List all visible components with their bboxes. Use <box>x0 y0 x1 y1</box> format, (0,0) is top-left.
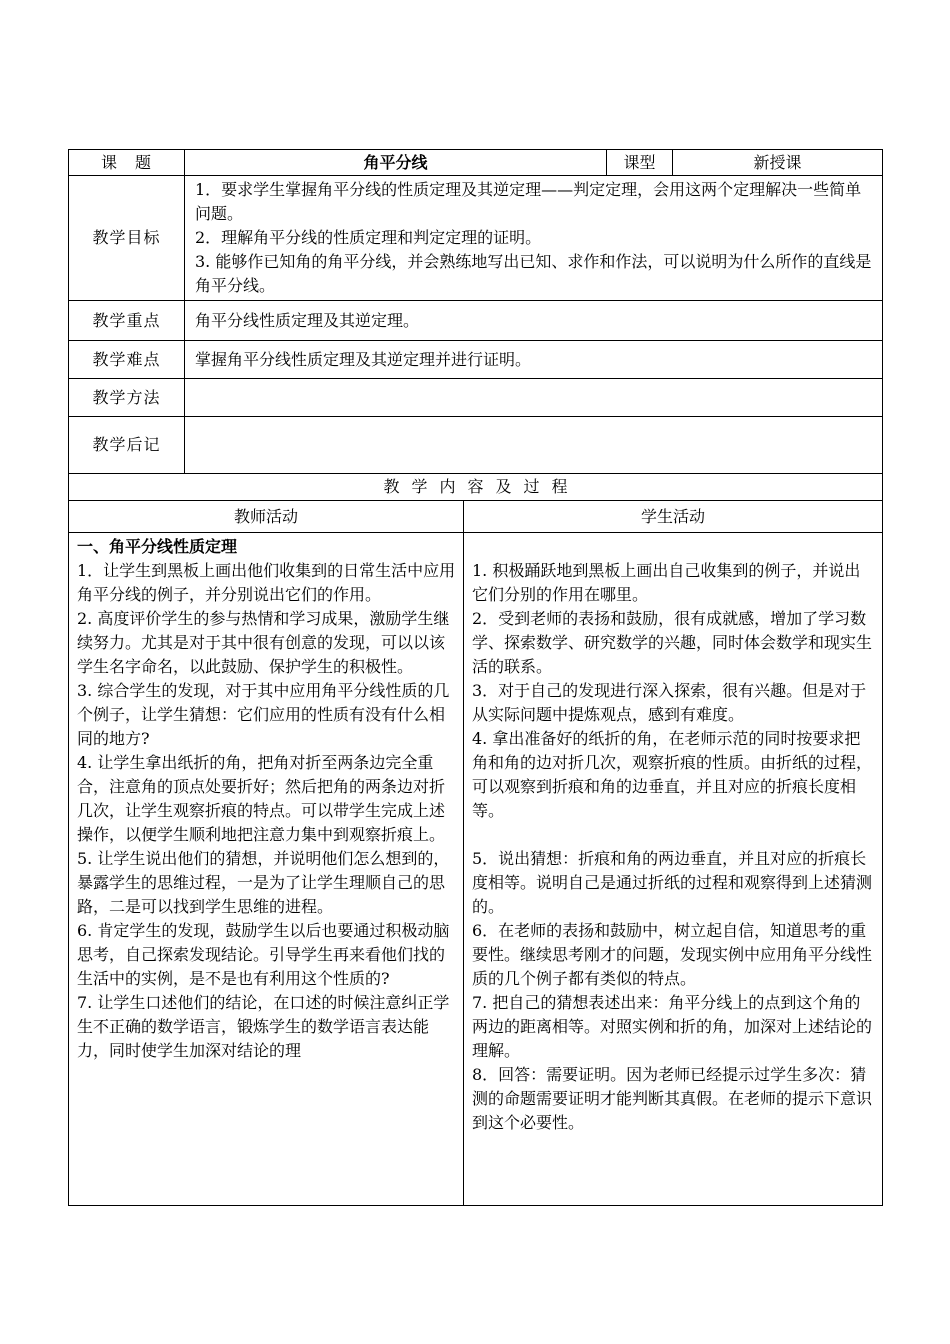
teacher-item: 1．让学生到黑板上画出他们收集到的日常生活中应用角平分线的例子，并分别说出它们的作用。 <box>77 561 456 604</box>
process-header-row <box>69 501 883 533</box>
difficulty-value: 掌握角平分线性质定理及其逆定理并进行证明。 <box>185 341 883 379</box>
objective-item: 3. 能够作已知角的角平分线，并会熟练地写出已知、求作和作法，可以说明为什么所作的直线是角平分线。 <box>195 252 872 295</box>
student-item: 2．受到老师的表扬和鼓励，很有成就感，增加了学习数学、探索数学、研究数学的兴趣，同时体会数学和现实生活的联系。 <box>472 609 873 676</box>
method-value <box>185 379 883 417</box>
reflection-label: 教学后记 <box>69 417 185 474</box>
difficulty-row <box>69 341 883 379</box>
reflection-value <box>185 417 883 474</box>
key-point-label: 教学重点 <box>69 301 185 341</box>
process-table <box>68 473 883 1206</box>
teacher-item: 4. 让学生拿出纸折的角，把角对折至两条边完全重合，注意角的顶点处要折好；然后把角的两条边对折几次，让学生观察折痕的特点。可以带学生完成上述操作，以便学生顺利地把注意力集中到观察折痕上。 <box>77 753 446 844</box>
student-item: 7. 把自己的猜想表述出来：角平分线上的点到这个角的两边的距离相等。对照实例和折的角，加深对上述结论的理解。 <box>472 993 873 1060</box>
student-item: 8．回答：需要证明。因为老师已经提示过学生多次：猜测的命题需要证明才能判断其真假。在老师的提示下意识到这个必要性。 <box>472 1065 873 1132</box>
teacher-item: 3. 综合学生的发现，对于其中应用角平分线性质的几个例子，让学生猜想：它们应用的性质有没有什么相同的地方? <box>77 681 450 748</box>
objective-item: 1．要求学生掌握角平分线的性质定理及其逆定理——判定定理，会用这两个定理解决一些简单问题。 <box>195 180 862 223</box>
process-content-row <box>69 533 883 1206</box>
objectives-content <box>185 176 883 301</box>
student-activity-header: 学生活动 <box>464 501 883 533</box>
process-title: 教学内容及过程 <box>69 474 883 501</box>
objectives-label: 教学目标 <box>69 176 185 301</box>
teacher-section-heading: 一、角平分线性质定理 <box>77 537 238 556</box>
method-row <box>69 379 883 417</box>
teacher-item: 5. 让学生说出他们的猜想，并说明他们怎么想到的，暴露学生的思维过程，一是为了让学生理顺自己的思路，二是可以找到学生思维的进程。 <box>77 849 450 916</box>
teacher-activity-header: 教师活动 <box>69 501 464 533</box>
teacher-activity-cell <box>69 533 464 1206</box>
type-label: 课型 <box>607 150 673 176</box>
teacher-item: 6. 肯定学生的发现，鼓励学生以后也要通过积极动脑思考，自己探索发现结论。引导学生再来看他们找的生活中的实例，是不是也有利用这个性质的? <box>77 921 450 988</box>
objectives-row <box>69 176 883 301</box>
student-item: 4. 拿出准备好的纸折的角，在老师示范的同时按要求把角和角的边对折几次，观察折痕的性质。由折纸的过程，可以观察到折痕和角的边垂直，并且对应的折痕长度相等。 <box>472 729 873 820</box>
objective-item: 2．理解角平分线的性质定理和判定定理的证明。 <box>195 228 542 247</box>
student-item: 1. 积极踊跃地到黑板上画出自己收集到的例子，并说出它们分别的作用在哪里。 <box>472 561 861 604</box>
process-title-row <box>69 474 883 501</box>
student-item: 6．在老师的表扬和鼓励中，树立起自信，知道思考的重要性。继续思考刚才的问题，发现实例中应用角平分线性质的几个例子都有类似的特点。 <box>472 921 873 988</box>
topic-label: 课 题 <box>69 150 185 176</box>
student-item: 3．对于自己的发现进行深入探索，很有兴趣。但是对于从实际问题中提炼观点，感到有难度。 <box>472 681 867 724</box>
lesson-info-table <box>68 149 883 474</box>
reflection-row <box>69 417 883 474</box>
teacher-item: 7. 让学生口述他们的结论，在口述的时候注意纠正学生不正确的数学语言，锻炼学生的数学语言表达能力，同时使学生加深对结论的理 <box>77 993 450 1060</box>
key-point-value: 角平分线性质定理及其逆定理。 <box>185 301 883 341</box>
teacher-item: 2. 高度评价学生的参与热情和学习成果，激励学生继续努力。尤其是对于其中很有创意的发现，可以以该学生名字命名，以此鼓励、保护学生的积极性。 <box>77 609 450 676</box>
difficulty-label: 教学难点 <box>69 341 185 379</box>
type-value: 新授课 <box>673 150 883 176</box>
topic-value: 角平分线 <box>185 150 607 176</box>
key-point-row <box>69 301 883 341</box>
student-activity-cell <box>464 533 883 1206</box>
topic-row <box>69 150 883 176</box>
student-item: 5．说出猜想：折痕和角的两边垂直，并且对应的折痕长度相等。说明自己是通过折纸的过程和观察得到上述猜测的。 <box>472 849 873 916</box>
method-label: 教学方法 <box>69 379 185 417</box>
